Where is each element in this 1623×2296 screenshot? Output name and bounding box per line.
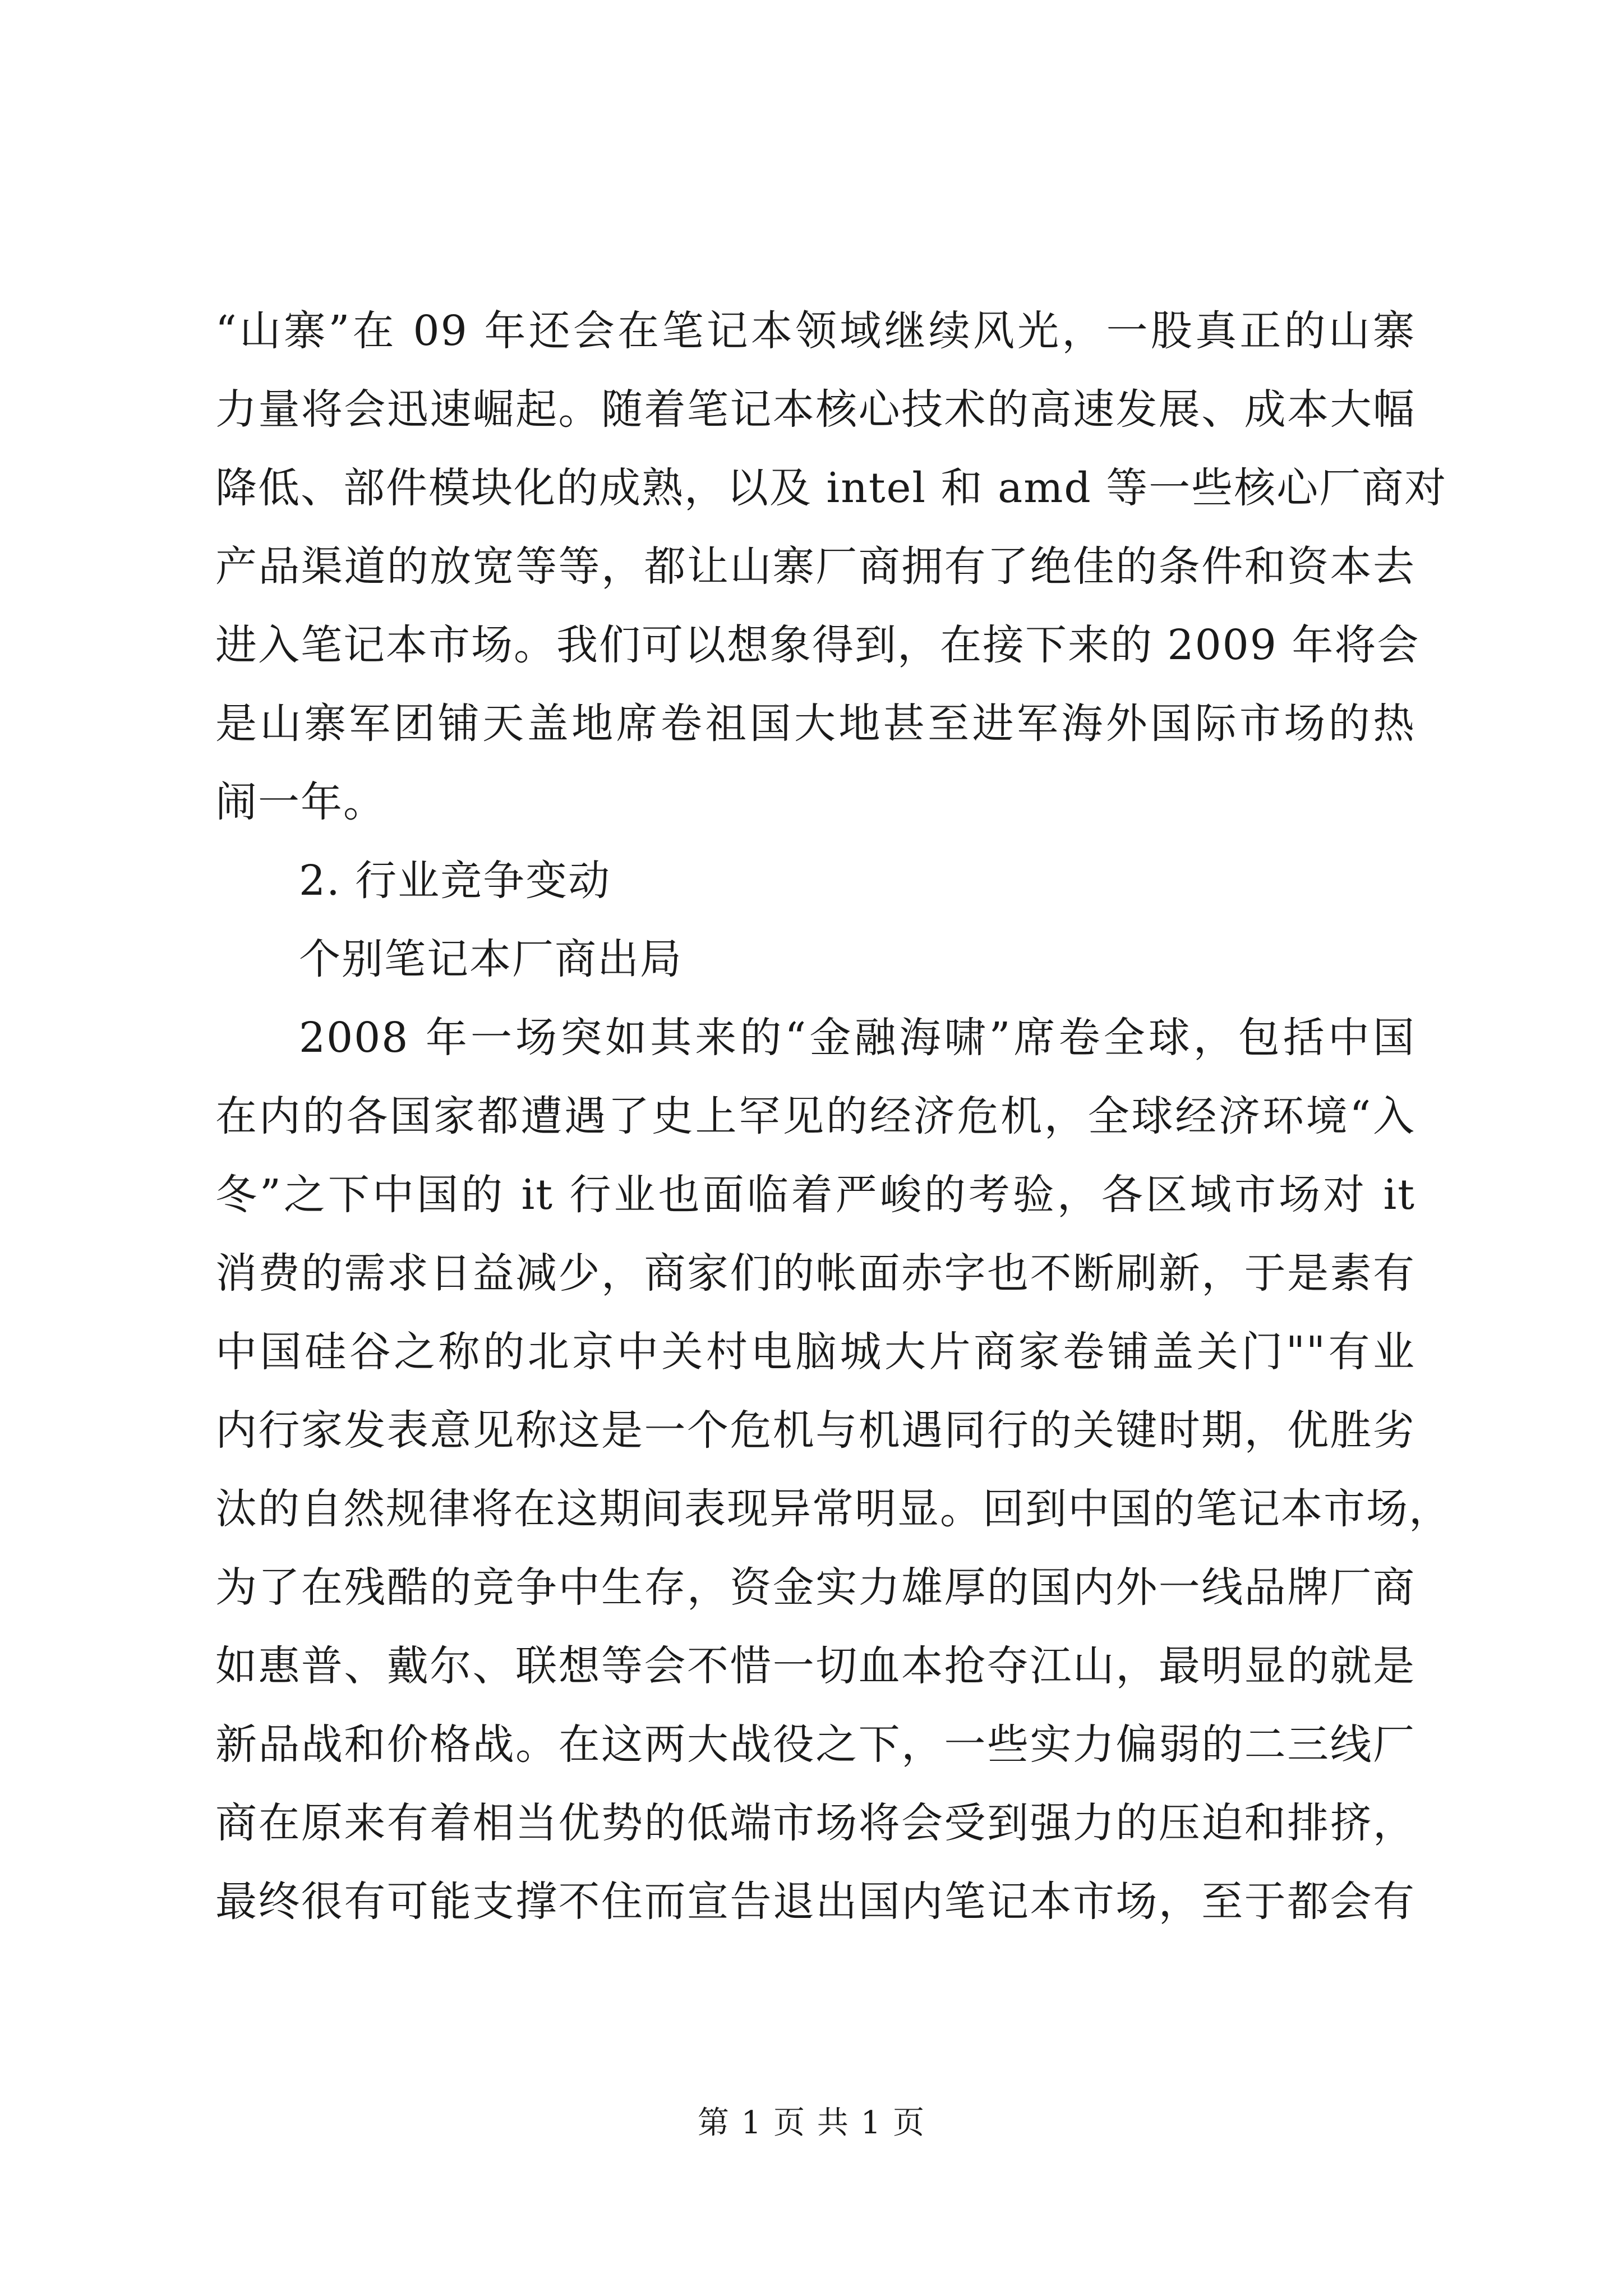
paragraph-line: 冬”之下中国的 it 行业也面临着严峻的考验，各区域市场对 it xyxy=(215,1171,1415,1219)
paragraph-line: 2008 年一场突如其来的“金融海啸”席卷全球，包括中国 xyxy=(299,1014,1415,1062)
paragraph-line: 内行家发表意见称这是一个危机与机遇同行的关键时期，优胜劣 xyxy=(215,1406,1415,1455)
paragraph-line: 在内的各国家都遭遇了史上罕见的经济危机，全球经济环境“入 xyxy=(215,1092,1415,1140)
paragraph-line: 产品渠道的放宽等等，都让山寨厂商拥有了绝佳的条件和资本去 xyxy=(215,542,1415,591)
paragraph-line: 消费的需求日益减少，商家们的帐面赤字也不断刷新，于是素有 xyxy=(215,1249,1415,1297)
paragraph-line: 最终很有可能支撑不住而宣告退出国内笔记本市场，至于都会有 xyxy=(215,1878,1415,1926)
paragraph-line: 中国硅谷之称的北京中关村电脑城大片商家卷铺盖关门""有业 xyxy=(215,1328,1415,1376)
paragraph-line: 商在原来有着相当优势的低端市场将会受到强力的压迫和排挤， xyxy=(215,1799,1415,1847)
paragraph-line: 力量将会迅速崛起。随着笔记本核心技术的高速发展、成本大幅 xyxy=(215,385,1415,434)
sub-heading: 个别笔记本厂商出局 xyxy=(299,935,683,983)
section-heading: 2. 行业竞争变动 xyxy=(299,857,611,905)
paragraph-line: “山寨”在 09 年还会在笔记本领域继续风光，一股真正的山寨 xyxy=(215,307,1415,355)
paragraph-line: 闹一年。 xyxy=(215,778,386,826)
paragraph-line: 降低、部件模块化的成熟，以及 intel 和 amd 等一些核心厂商对 xyxy=(215,464,1447,512)
paragraph-line: 如惠普、戴尔、联想等会不惜一切血本抢夺江山，最明显的就是 xyxy=(215,1642,1415,1690)
paragraph-line: 为了在残酷的竞争中生存，资金实力雄厚的国内外一线品牌厂商 xyxy=(215,1563,1415,1612)
page-footer: 第 1 页 共 1 页 xyxy=(697,2105,926,2141)
paragraph-line: 是山寨军团铺天盖地席卷祖国大地甚至进军海外国际市场的热 xyxy=(215,700,1415,748)
paragraph-line: 汰的自然规律将在这期间表现异常明显。回到中国的笔记本市场， xyxy=(215,1485,1451,1533)
paragraph-line: 新品战和价格战。在这两大战役之下，一些实力偏弱的二三线厂 xyxy=(215,1720,1415,1769)
paragraph-line: 进入笔记本市场。我们可以想象得到，在接下来的 2009 年将会 xyxy=(215,621,1420,669)
